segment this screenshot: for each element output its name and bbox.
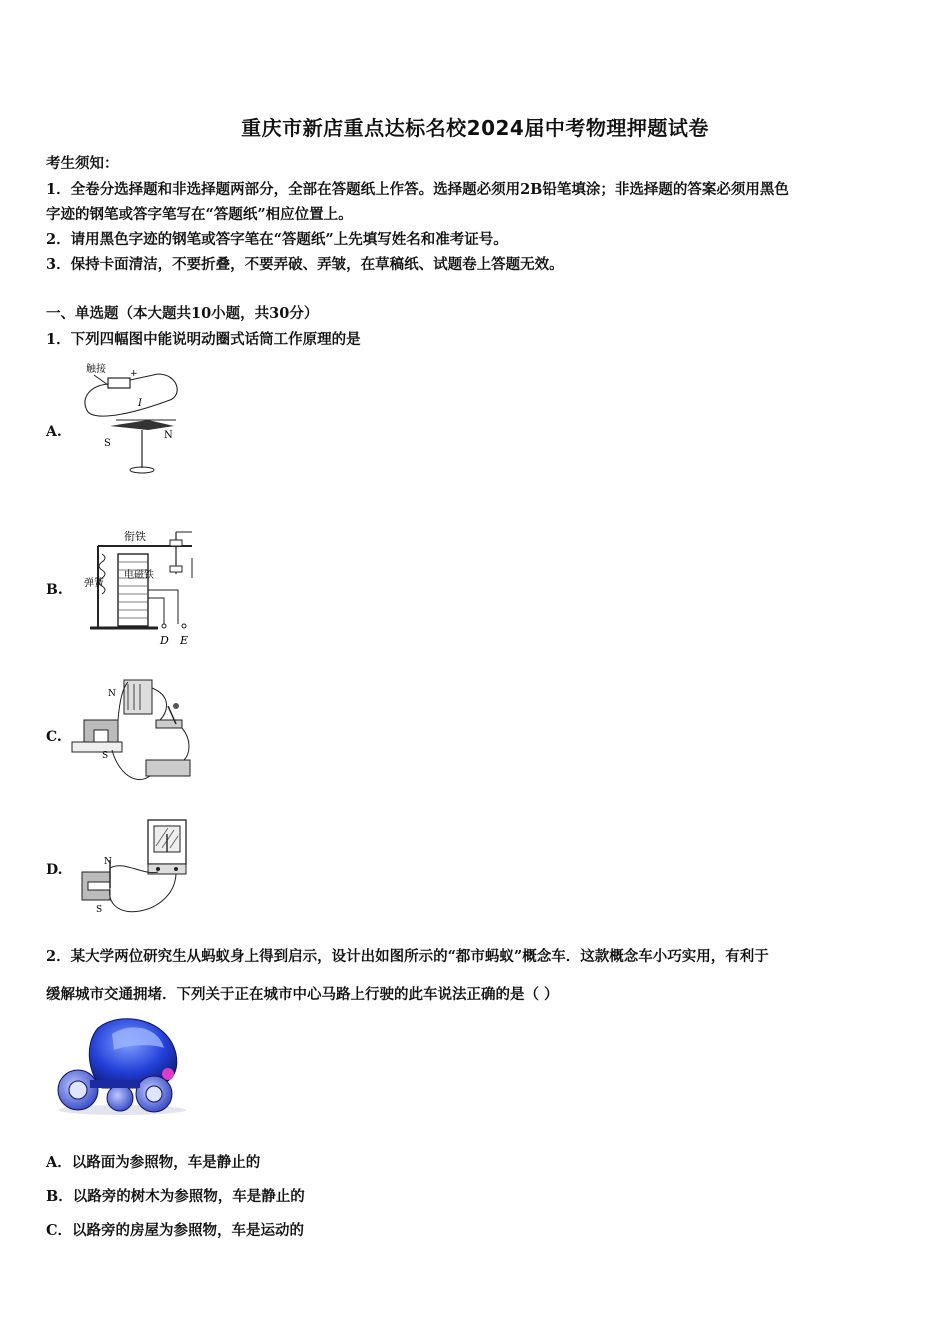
svg-text:D: D [160, 634, 169, 647]
q1-option-d-label[interactable]: D. [46, 862, 63, 878]
q1-option-c-label[interactable]: C. [46, 729, 62, 745]
notice-item-1: 1．全卷分选择题和非选择题两部分，全部在答题纸上作答。选择题必须用2B铅笔填涂；非选择题的答案必须用黑色 [46, 181, 789, 198]
svg-text:S: S [104, 438, 111, 449]
induction-galvanometer-figure [74, 816, 190, 920]
svg-text:S: S [96, 905, 103, 915]
notice-heading: 考生须知： [46, 155, 119, 172]
notice-item-1-cont: 字迹的钢笔或答字笔写在“答题纸”相应位置上。 [46, 206, 353, 223]
svg-text:S: S [102, 751, 109, 761]
svg-text:N: N [164, 430, 173, 441]
svg-text:+: + [130, 369, 138, 379]
question-2-stem-line2: 缓解城市交通拥堵．下列关于正在城市中心马路上行驶的此车说法正确的是（ ） [46, 986, 559, 1003]
page-title: 重庆市新店重点达标名校2024届中考物理押题试卷 [241, 116, 709, 140]
svg-text:衔铁: 衔铁 [124, 530, 146, 543]
question-2-stem-line1: 2．某大学两位研究生从蚂蚁身上得到启示，设计出如图所示的“都市蚂蚁”概念车．这款概念车小巧实用，有利于 [46, 948, 769, 965]
oersted-experiment-figure [78, 360, 188, 480]
motor-circuit-figure [72, 676, 194, 792]
notice-item-3: 3．保持卡面清洁，不要折叠，不要弄破、弄皱，在草稿纸、试题卷上答题无效。 [46, 256, 564, 273]
q2-option-c[interactable]: C．以路旁的房屋为参照物，车是运动的 [46, 1222, 305, 1239]
section-heading: 一、单选题（本大题共10小题，共30分） [46, 305, 319, 322]
q1-option-b-label[interactable]: B. [46, 582, 63, 598]
q1-option-a-label[interactable]: A. [46, 424, 62, 440]
svg-text:I: I [138, 398, 142, 409]
city-ant-concept-car-image [50, 1014, 190, 1116]
svg-text:N: N [104, 857, 112, 867]
touch-label: 触接 [86, 364, 106, 375]
svg-text:电磁铁: 电磁铁 [124, 570, 154, 581]
electromagnetic-relay-figure [80, 528, 198, 650]
svg-text:弹簧: 弹簧 [84, 578, 104, 589]
notice-item-2: 2．请用黑色字迹的钢笔或答字笔在“答题纸”上先填写姓名和准考证号。 [46, 231, 508, 248]
q2-option-b[interactable]: B．以路旁的树木为参照物，车是静止的 [46, 1188, 305, 1205]
svg-text:N: N [108, 689, 116, 699]
q2-option-a[interactable]: A．以路面为参照物，车是静止的 [46, 1154, 261, 1171]
question-1-stem: 1．下列四幅图中能说明动圈式话筒工作原理的是 [46, 331, 361, 348]
svg-text:E: E [180, 634, 189, 647]
